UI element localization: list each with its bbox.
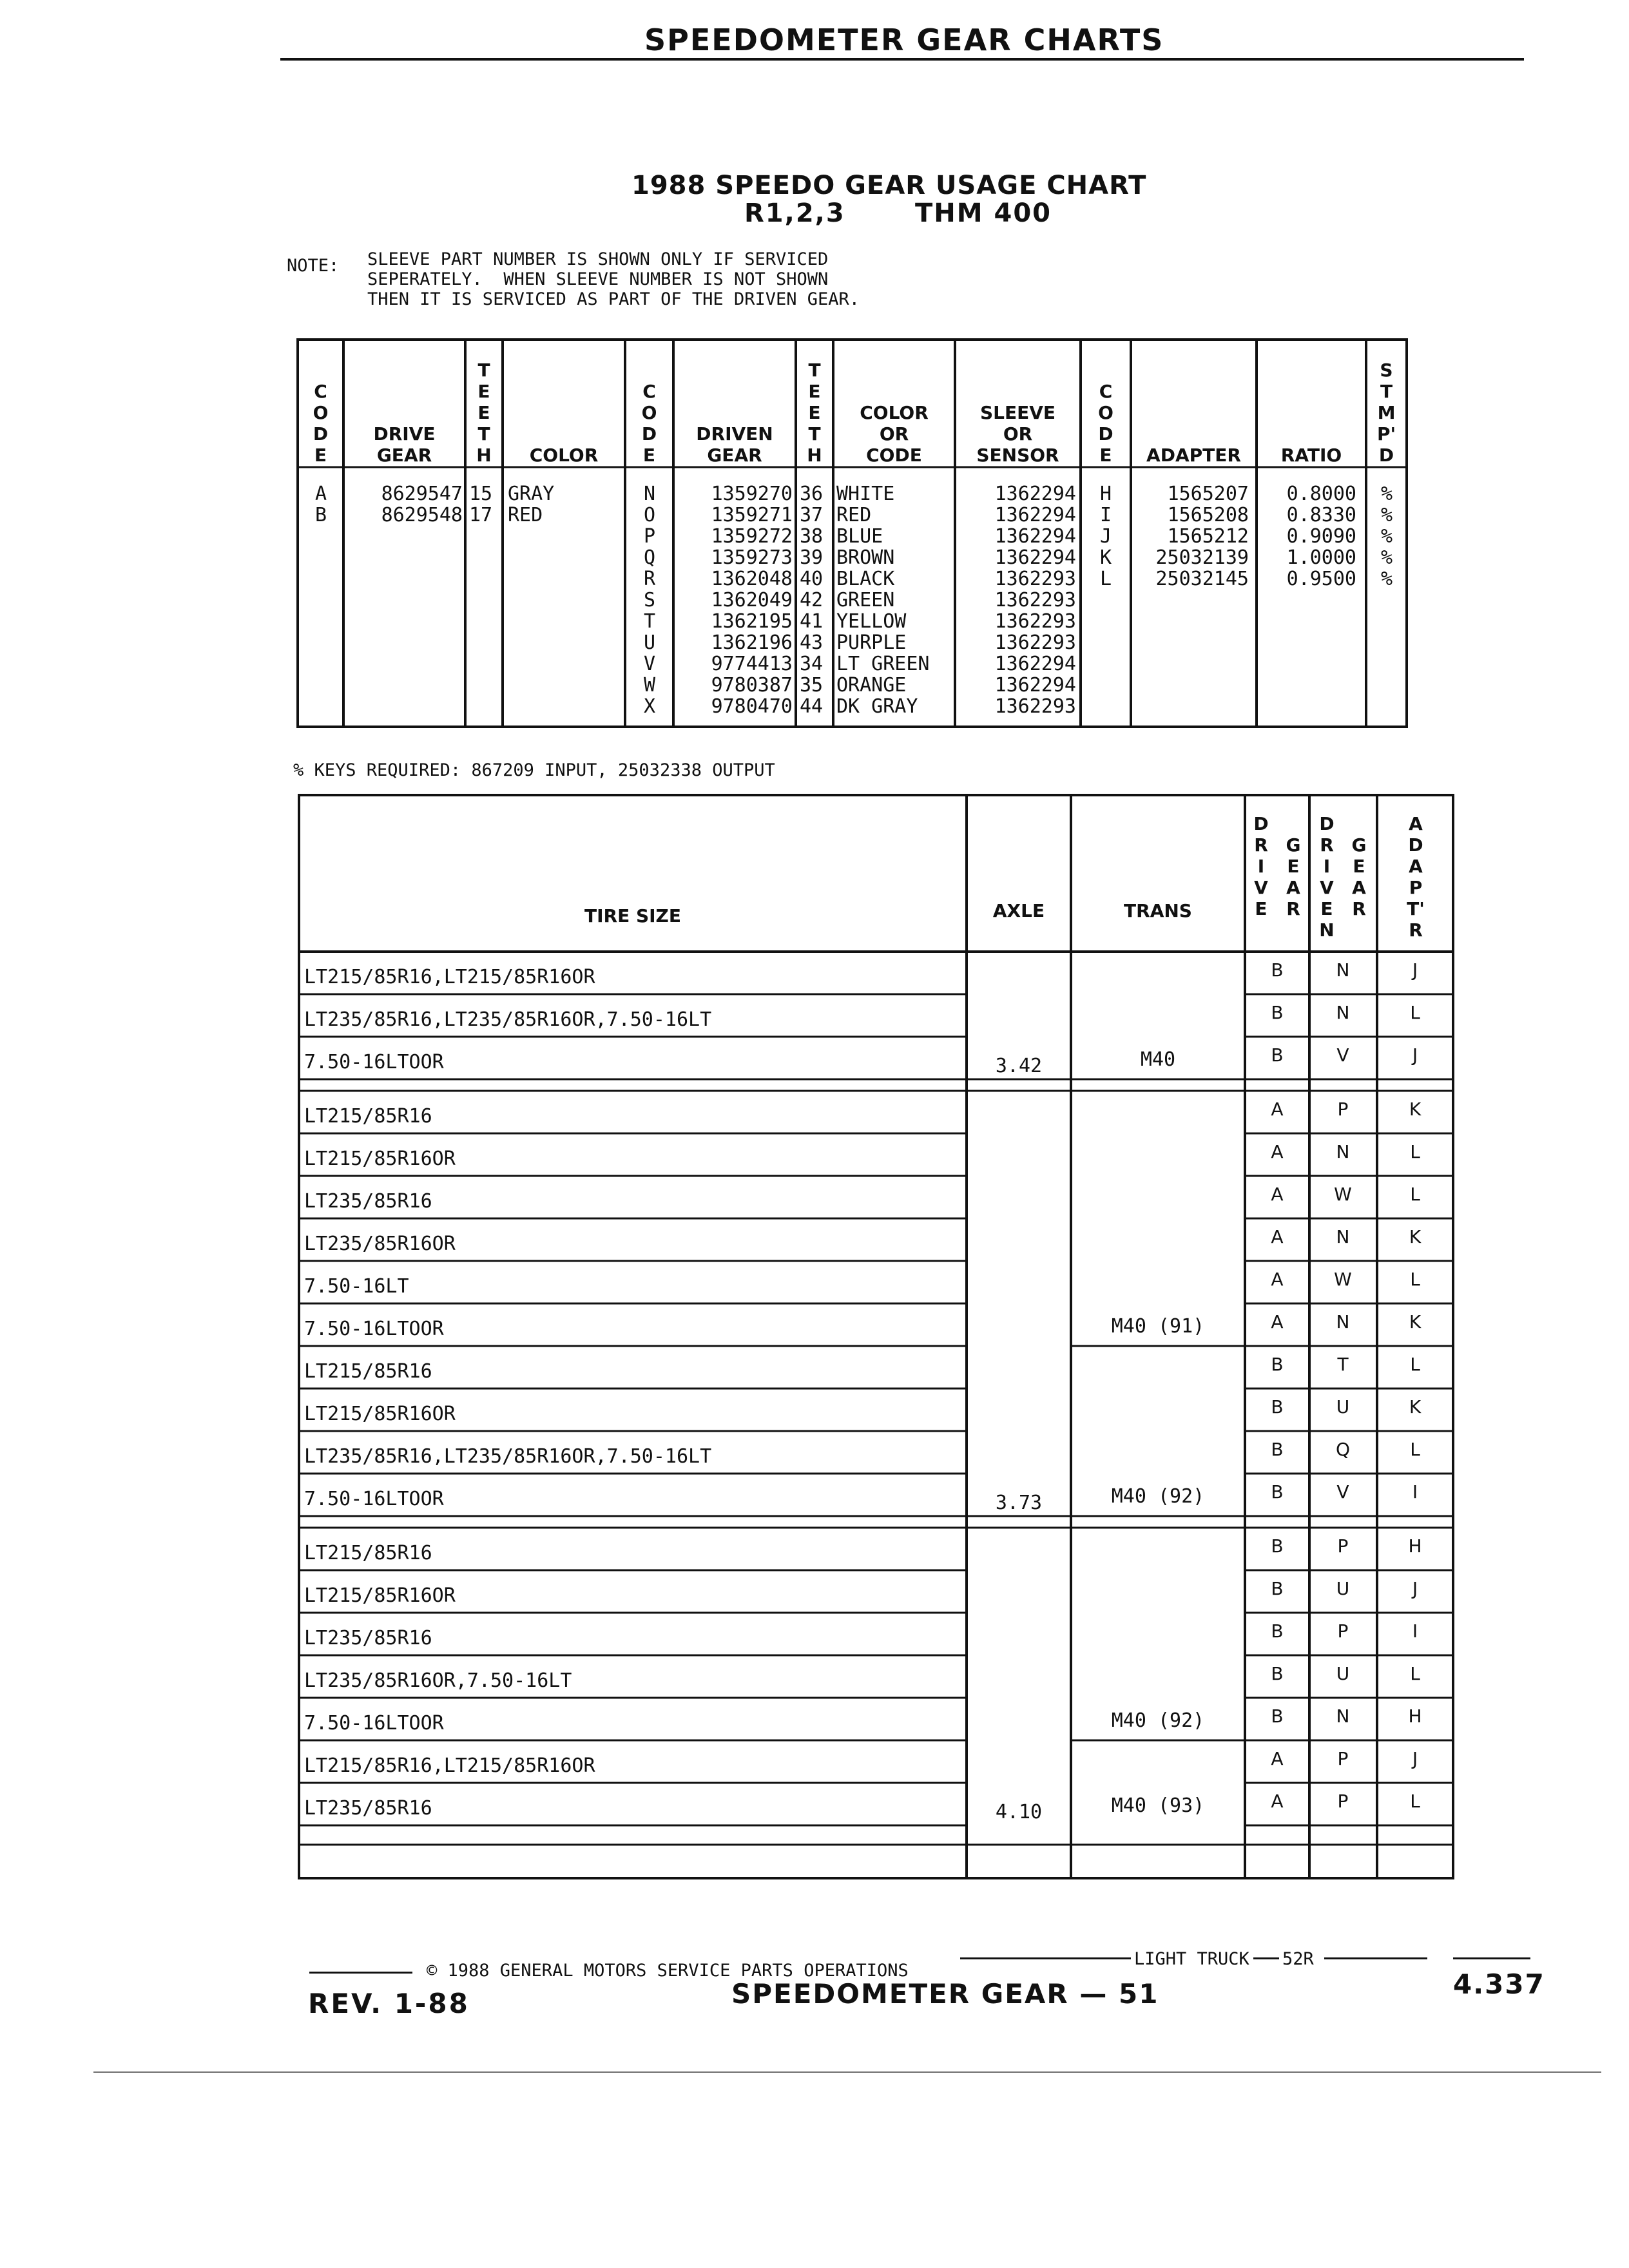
col-driven-code-value: T bbox=[643, 610, 656, 633]
header-code-1: C O D E bbox=[313, 381, 329, 466]
tire-size-cell: LT235/85R16 bbox=[304, 1627, 432, 1649]
header-drive-gear: DRIVE GEAR bbox=[373, 423, 436, 466]
tire-size-cell: 7.50-16LTOOR bbox=[304, 1051, 444, 1073]
col-sleeve-value: 1362294 bbox=[994, 525, 1076, 548]
header-tire-size: TIRE SIZE bbox=[584, 905, 681, 927]
axle-ratio-cell: 3.42 bbox=[995, 1055, 1043, 1077]
trans-cell: M40 (92) bbox=[1111, 1709, 1205, 1732]
tire-size-cell: 7.50-16LT bbox=[304, 1275, 409, 1298]
adapter-cell: J bbox=[1412, 1578, 1418, 1599]
col-driven-code-value: S bbox=[643, 589, 656, 611]
col-driven-teeth-value: 37 bbox=[800, 504, 824, 526]
adapter-cell: I bbox=[1412, 1620, 1418, 1642]
note-line-3: THEN IT IS SERVICED AS PART OF THE DRIVEN GEAR. bbox=[367, 289, 860, 309]
col-drive-teeth bbox=[469, 483, 492, 526]
col-stamped-value: % bbox=[1380, 504, 1393, 526]
drive-gear-cell: B bbox=[1271, 1663, 1284, 1684]
col-driven-color-value: BLUE bbox=[836, 525, 883, 548]
col-driven-code-value: X bbox=[643, 695, 656, 718]
drive-gear-cell: A bbox=[1271, 1141, 1284, 1162]
col-ratio-value: 0.9090 bbox=[1286, 525, 1356, 548]
col-sleeve-value: 1362293 bbox=[994, 568, 1076, 590]
col-driven-gear-value: 9780387 bbox=[711, 674, 793, 697]
tire-size-cell: LT235/85R16 bbox=[304, 1190, 432, 1213]
adapter-cell: L bbox=[1410, 1663, 1420, 1684]
col-adapter-value: 1565208 bbox=[1167, 504, 1249, 526]
col-driven-color-value: YELLOW bbox=[836, 610, 907, 633]
adapter-cell: L bbox=[1410, 1269, 1420, 1290]
col-sleeve-value: 1362293 bbox=[994, 610, 1076, 633]
footer-section: LIGHT TRUCK bbox=[1134, 1949, 1249, 1969]
header-driven-gear-letter: D R I V E N bbox=[1319, 813, 1335, 941]
trans-cell: M40 (93) bbox=[1111, 1794, 1205, 1817]
col-adapter-code-value: L bbox=[1099, 568, 1112, 590]
col-stamped-value: % bbox=[1380, 525, 1393, 548]
col-drive-color-value: RED bbox=[508, 504, 543, 526]
col-driven-teeth-value: 42 bbox=[800, 589, 824, 611]
note-line-1: SLEEVE PART NUMBER IS SHOWN ONLY IF SERVICED bbox=[367, 249, 829, 269]
tire-size-cell: LT235/85R16 bbox=[304, 1797, 432, 1820]
trans-cell: M40 (92) bbox=[1111, 1485, 1205, 1508]
adapter-cell: K bbox=[1409, 1226, 1422, 1247]
col-drive-code-value: B bbox=[314, 504, 327, 526]
adapter-cell: L bbox=[1410, 1791, 1420, 1812]
col-ratio bbox=[1260, 483, 1356, 590]
col-sleeve-value: 1362294 bbox=[994, 674, 1076, 697]
adapter-cell: L bbox=[1410, 1141, 1420, 1162]
col-sleeve-value: 1362293 bbox=[994, 695, 1076, 718]
drive-gear-cell: A bbox=[1271, 1099, 1284, 1120]
col-driven-code-value: N bbox=[643, 483, 656, 505]
tire-size-cell: LT235/85R16,LT235/85R16OR,7.50-16LT bbox=[304, 1445, 712, 1468]
col-stamped-value: % bbox=[1380, 546, 1393, 569]
usage-table bbox=[298, 794, 1454, 1879]
header-rule bbox=[280, 58, 1524, 61]
tire-size-cell: LT215/85R16 bbox=[304, 1360, 432, 1383]
col-adapter-code bbox=[1093, 483, 1119, 590]
col-driven-code-value: W bbox=[643, 674, 656, 697]
trans-cell: M40 (91) bbox=[1111, 1315, 1205, 1338]
col-ratio-value: 0.8330 bbox=[1286, 504, 1356, 526]
drive-gear-cell: B bbox=[1271, 1706, 1284, 1727]
header-color-or-code: COLOR OR CODE bbox=[860, 402, 929, 466]
col-adapter-value: 25032139 bbox=[1155, 546, 1249, 569]
col-driven-color-value: BLACK bbox=[836, 568, 895, 590]
footer-copyright: © 1988 GENERAL MOTORS SERVICE PARTS OPERATIONS bbox=[427, 1961, 909, 1981]
col-drive-gear bbox=[347, 483, 463, 526]
col-driven-teeth-value: 38 bbox=[800, 525, 824, 548]
col-driven-color-value: BROWN bbox=[836, 546, 895, 569]
adapter-cell: K bbox=[1409, 1099, 1422, 1120]
adapter-cell: L bbox=[1410, 1184, 1420, 1205]
tire-size-cell: LT215/85R16OR bbox=[304, 1403, 456, 1425]
header-sleeve-or-sensor: SLEEVE OR SENSOR bbox=[976, 402, 1059, 466]
adapter-cell: K bbox=[1409, 1311, 1422, 1332]
col-ratio-value: 0.8000 bbox=[1286, 483, 1356, 505]
header-stamped: S T M P' D bbox=[1376, 360, 1396, 466]
col-driven-color-value: LT GREEN bbox=[836, 653, 930, 675]
col-sleeve-value: 1362293 bbox=[994, 589, 1076, 611]
driven-gear-cell: Q bbox=[1335, 1439, 1351, 1460]
col-adapter-code-value: I bbox=[1099, 504, 1112, 526]
header-drive-gear-letter: D R I V E bbox=[1253, 813, 1269, 919]
tire-size-cell: LT215/85R16OR bbox=[304, 1584, 456, 1607]
header-code-2: C O D E bbox=[641, 381, 657, 466]
tire-size-cell: LT215/85R16 bbox=[304, 1542, 432, 1564]
header-color: COLOR bbox=[529, 445, 599, 466]
col-sleeve-value: 1362294 bbox=[994, 504, 1076, 526]
col-drive-color bbox=[508, 483, 554, 526]
drive-gear-cell: B bbox=[1271, 1044, 1284, 1066]
gear-table bbox=[296, 338, 1408, 728]
col-stamped-value: % bbox=[1380, 483, 1393, 505]
col-drive-code-value: A bbox=[314, 483, 327, 505]
col-drive-teeth-value: 17 bbox=[469, 504, 493, 526]
tire-size-cell: 7.50-16LTOOR bbox=[304, 1318, 444, 1340]
drive-gear-cell: A bbox=[1271, 1311, 1284, 1332]
driven-gear-cell: P bbox=[1337, 1099, 1349, 1120]
col-driven-code-value: Q bbox=[643, 546, 656, 569]
col-driven-color-value: PURPLE bbox=[836, 631, 907, 654]
adapter-cell: H bbox=[1408, 1535, 1422, 1557]
adapter-cell: J bbox=[1412, 959, 1418, 981]
col-driven-color-value: WHITE bbox=[836, 483, 895, 505]
col-driven-teeth-value: 39 bbox=[800, 546, 824, 569]
drive-gear-cell: A bbox=[1271, 1226, 1284, 1247]
col-driven-code-value: R bbox=[643, 568, 656, 590]
drive-gear-cell: B bbox=[1271, 1439, 1284, 1460]
tire-size-cell: 7.50-16LTOOR bbox=[304, 1712, 444, 1735]
col-driven-gear-value: 1362048 bbox=[711, 568, 793, 590]
drive-gear-cell: A bbox=[1271, 1791, 1284, 1812]
tire-size-cell: LT235/85R16OR bbox=[304, 1233, 456, 1255]
footer-code: 52R bbox=[1282, 1949, 1314, 1969]
col-adapter-value: 1565212 bbox=[1167, 525, 1249, 548]
chart-subtitle-trans: THM 400 bbox=[915, 198, 1052, 228]
col-sleeve-value: 1362294 bbox=[994, 546, 1076, 569]
col-driven-color bbox=[836, 483, 930, 717]
col-adapter bbox=[1133, 483, 1249, 590]
driven-gear-cell: W bbox=[1334, 1269, 1352, 1290]
col-driven-color-value: GREEN bbox=[836, 589, 895, 611]
col-driven-gear-value: 1362196 bbox=[711, 631, 793, 654]
tire-size-cell: LT215/85R16,LT215/85R16OR bbox=[304, 1754, 595, 1777]
driven-gear-cell: N bbox=[1336, 1706, 1350, 1727]
col-driven-teeth-value: 34 bbox=[800, 653, 824, 675]
footer-rule-mid bbox=[960, 1957, 1131, 1959]
adapter-cell: J bbox=[1412, 1044, 1418, 1066]
col-sleeve-value: 1362293 bbox=[994, 631, 1076, 654]
col-drive-code bbox=[308, 483, 334, 526]
col-ratio-value: 0.9500 bbox=[1286, 568, 1356, 590]
tire-size-cell: LT235/85R16OR,7.50-16LT bbox=[304, 1669, 572, 1692]
driven-gear-cell: P bbox=[1337, 1791, 1349, 1812]
driven-gear-cell: N bbox=[1336, 1141, 1350, 1162]
col-driven-teeth-value: 44 bbox=[800, 695, 824, 718]
adapter-cell: K bbox=[1409, 1396, 1422, 1418]
col-driven-teeth-value: 35 bbox=[800, 674, 824, 697]
header-code-3: C O D E bbox=[1098, 381, 1113, 466]
trans-cell: M40 bbox=[1140, 1048, 1176, 1071]
footer-title: SPEEDOMETER GEAR — 51 bbox=[731, 1978, 1159, 2010]
adapter-cell: L bbox=[1410, 1354, 1420, 1375]
drive-gear-cell: B bbox=[1271, 959, 1284, 981]
header-trans: TRANS bbox=[1124, 900, 1192, 921]
drive-gear-cell: B bbox=[1271, 1396, 1284, 1418]
driven-gear-cell: N bbox=[1336, 1226, 1350, 1247]
header-driven-gear: DRIVEN GEAR bbox=[696, 423, 773, 466]
header-teeth-1: T E E T H bbox=[476, 360, 492, 466]
adapter-cell: I bbox=[1412, 1481, 1418, 1503]
col-sleeve-value: 1362294 bbox=[994, 653, 1076, 675]
note-line-2: SEPERATELY. WHEN SLEEVE NUMBER IS NOT SHOWN bbox=[367, 269, 829, 289]
chart-subtitle-series: R1,2,3 bbox=[744, 198, 845, 228]
col-driven-gear-value: 1362049 bbox=[711, 589, 793, 611]
col-driven-color-value: DK GRAY bbox=[836, 695, 918, 718]
driven-gear-cell: U bbox=[1336, 1578, 1350, 1599]
tire-size-cell: LT215/85R16OR bbox=[304, 1148, 456, 1170]
footer-rule-mid2 bbox=[1253, 1957, 1279, 1959]
col-drive-teeth-value: 15 bbox=[469, 483, 493, 505]
col-ratio-value: 1.0000 bbox=[1286, 546, 1356, 569]
col-adapter-code-value: K bbox=[1099, 546, 1112, 569]
header-adapter-code: A D A P T' R bbox=[1407, 813, 1425, 941]
col-driven-teeth-value: 36 bbox=[800, 483, 824, 505]
drive-gear-cell: A bbox=[1271, 1748, 1284, 1769]
col-driven-gear-value: 1359271 bbox=[711, 504, 793, 526]
chart-title: 1988 SPEEDO GEAR USAGE CHART bbox=[631, 171, 1147, 200]
driven-gear-cell: N bbox=[1336, 1002, 1350, 1023]
driven-gear-cell: N bbox=[1336, 1311, 1350, 1332]
drive-gear-cell: B bbox=[1271, 1578, 1284, 1599]
revision: REV. 1-88 bbox=[308, 1988, 470, 2019]
col-driven-code-value: U bbox=[643, 631, 656, 654]
col-driven-teeth-value: 41 bbox=[800, 610, 824, 633]
tire-size-cell: LT235/85R16,LT235/85R16OR,7.50-16LT bbox=[304, 1008, 712, 1031]
tire-size-cell: LT215/85R16,LT215/85R16OR bbox=[304, 966, 595, 988]
header-ratio: RATIO bbox=[1280, 445, 1342, 466]
footer-rule-right bbox=[1324, 1957, 1427, 1959]
header-driven-gear-word: G E A R bbox=[1351, 834, 1367, 919]
driven-gear-cell: P bbox=[1337, 1748, 1349, 1769]
col-driven-gear-value: 1362195 bbox=[711, 610, 793, 633]
col-adapter-value: 1565207 bbox=[1167, 483, 1249, 505]
drive-gear-cell: B bbox=[1271, 1620, 1284, 1642]
col-driven-color-value: ORANGE bbox=[836, 674, 907, 697]
driven-gear-cell: U bbox=[1336, 1396, 1350, 1418]
col-driven-gear-value: 1359270 bbox=[711, 483, 793, 505]
header-drive-gear-word: G E A R bbox=[1286, 834, 1301, 919]
drive-gear-cell: B bbox=[1271, 1535, 1284, 1557]
adapter-cell: L bbox=[1410, 1439, 1420, 1460]
drive-gear-cell: B bbox=[1271, 1354, 1284, 1375]
adapter-cell: J bbox=[1412, 1748, 1418, 1769]
driven-gear-cell: V bbox=[1336, 1481, 1349, 1503]
col-driven-gear-value: 1359272 bbox=[711, 525, 793, 548]
driven-gear-cell: P bbox=[1337, 1620, 1349, 1642]
col-driven-gear-value: 1359273 bbox=[711, 546, 793, 569]
col-driven-code bbox=[637, 483, 662, 717]
col-driven-gear-value: 9780470 bbox=[711, 695, 793, 718]
col-adapter-value: 25032145 bbox=[1155, 568, 1249, 590]
col-driven-teeth-value: 40 bbox=[800, 568, 824, 590]
axle-ratio-cell: 4.10 bbox=[995, 1801, 1043, 1823]
adapter-cell: H bbox=[1408, 1706, 1422, 1727]
col-driven-teeth-value: 43 bbox=[800, 631, 824, 654]
col-driven-code-value: O bbox=[643, 504, 656, 526]
bottom-rule bbox=[93, 2071, 1601, 2073]
adapter-cell: L bbox=[1410, 1002, 1420, 1023]
col-sleeve-value: 1362294 bbox=[994, 483, 1076, 505]
col-adapter-code-value: J bbox=[1099, 525, 1112, 548]
col-driven-code-value: P bbox=[643, 525, 656, 548]
driven-gear-cell: N bbox=[1336, 959, 1350, 981]
header-teeth-2: T E E T H bbox=[807, 360, 822, 466]
driven-gear-cell: V bbox=[1336, 1044, 1349, 1066]
header-adapter: ADAPTER bbox=[1146, 445, 1241, 466]
keys-note: % KEYS REQUIRED: 867209 INPUT, 25032338 OUTPUT bbox=[293, 760, 775, 780]
col-stamped-value: % bbox=[1380, 568, 1393, 590]
driven-gear-cell: U bbox=[1336, 1663, 1350, 1684]
drive-gear-cell: A bbox=[1271, 1184, 1284, 1205]
driven-gear-cell: T bbox=[1337, 1354, 1349, 1375]
drive-gear-cell: B bbox=[1271, 1002, 1284, 1023]
col-adapter-code-value: H bbox=[1099, 483, 1112, 505]
axle-ratio-cell: 3.73 bbox=[995, 1492, 1043, 1514]
header-axle: AXLE bbox=[992, 900, 1045, 921]
footer-rule-left bbox=[309, 1972, 412, 1974]
col-driven-gear bbox=[677, 483, 793, 717]
col-driven-code-value: V bbox=[643, 653, 656, 675]
tire-size-cell: LT215/85R16 bbox=[304, 1105, 432, 1128]
driven-gear-cell: P bbox=[1337, 1535, 1349, 1557]
drive-gear-cell: B bbox=[1271, 1481, 1284, 1503]
col-stamped bbox=[1374, 483, 1400, 590]
drive-gear-cell: A bbox=[1271, 1269, 1284, 1290]
col-drive-gear-value: 8629547 bbox=[381, 483, 463, 505]
page-number: 4.337 bbox=[1453, 1968, 1545, 2000]
col-drive-color-value: GRAY bbox=[508, 483, 555, 505]
col-sleeve bbox=[957, 483, 1076, 717]
col-drive-gear-value: 8629548 bbox=[381, 504, 463, 526]
page-header: SPEEDOMETER GEAR CHARTS bbox=[644, 23, 1164, 57]
note-label: NOTE: bbox=[287, 256, 340, 276]
tire-size-cell: 7.50-16LTOOR bbox=[304, 1488, 444, 1510]
col-driven-gear-value: 9774413 bbox=[711, 653, 793, 675]
col-driven-teeth bbox=[800, 483, 823, 717]
col-driven-color-value: RED bbox=[836, 504, 872, 526]
footer-rule-far bbox=[1453, 1957, 1530, 1959]
driven-gear-cell: W bbox=[1334, 1184, 1352, 1205]
